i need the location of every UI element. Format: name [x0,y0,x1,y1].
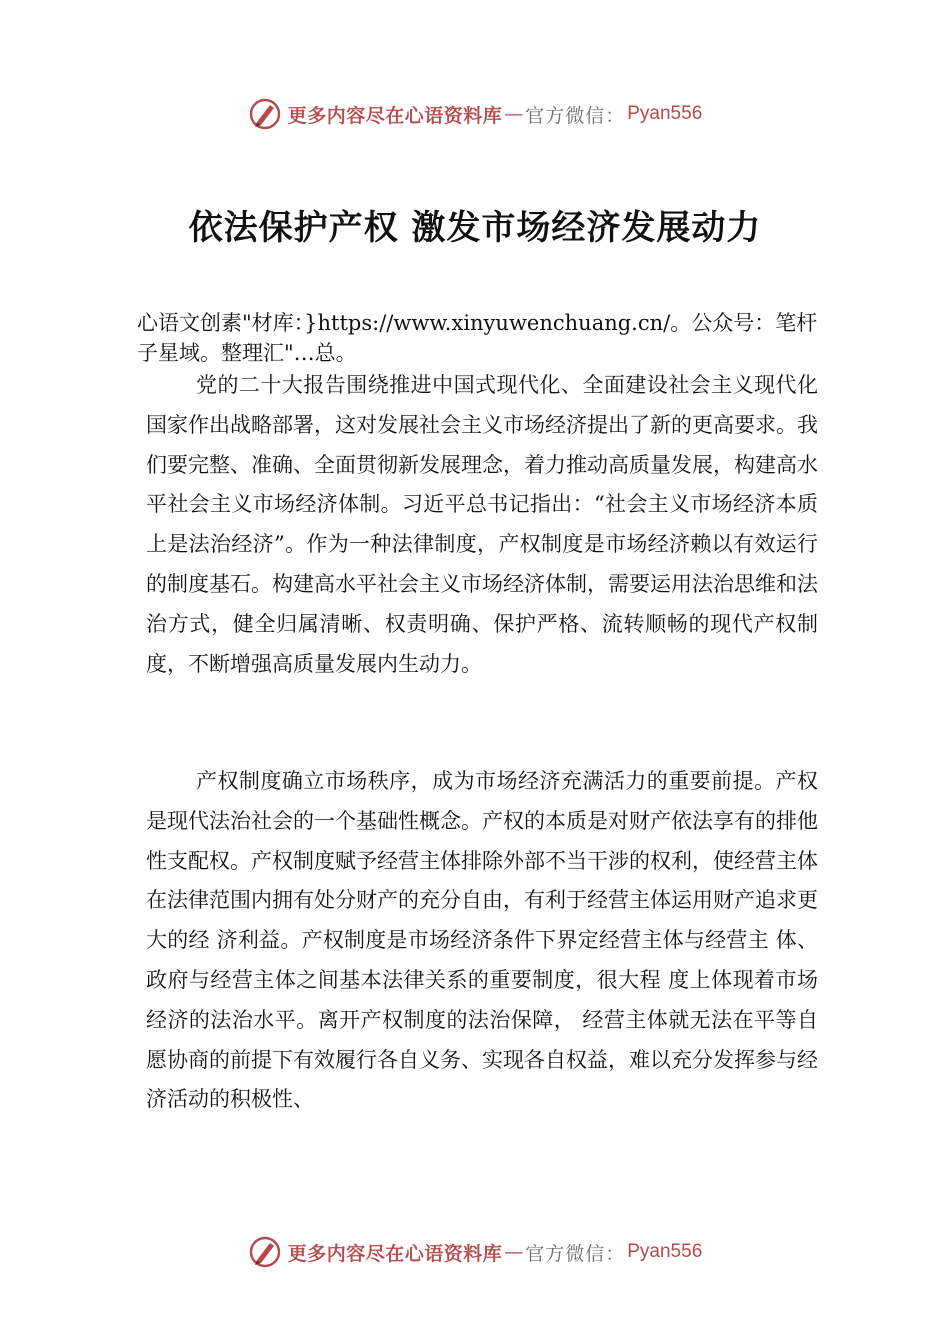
banner-brand: 更多内容尽在心语资料库 [287,104,503,127]
banner-brand: 更多内容尽在心语资料库 [287,1242,503,1265]
banner-separator: — [504,1241,524,1263]
banner-wechat-id: Pyan556 [627,1241,703,1262]
pen-logo-icon [248,97,282,131]
banner-label: 官方微信： [525,104,626,127]
paragraph: 产权制度确立市场秩序，成为市场经济充满活力的重要前提。产权是现代法治社会的一个基础性概念。产权的本质是对财产依法享有的排他性支配权。产权制度赋予经营主体排除外部不当干涉的权利，使经营主体在法律范围内拥有处分财产的充分自由，有利于经营主体运用财产追求更大的经 济利益。产权制度是市场经济条件下界定经营主体与经营主 体、政府与经营主体之间基本法律关系的重要制度，很大程 度上体现着市场经济的法治水平。离开产权制度的法治保障， 经营主体就无法在平等自愿协商的前提下有效履行各自义务、实现各自权益，难以充分发挥参与经济活动的积极性、 [146,769,818,1112]
footer-banner [0,1232,950,1272]
banner-separator: — [504,103,524,125]
document-title: 依法保护产权 激发市场经济发展动力 [188,208,762,248]
banner-label: 官方微信： [525,1242,626,1265]
banner-wechat-id: Pyan556 [627,103,703,124]
paragraph: 党的二十大报告围绕推进中国式现代化、全面建设社会主义现代化国家作出战略部署，这对发展社会主义市场经济提出了新的更高要求。我们要完整、准确、全面贯彻新发展理念，着力推动高质量发展，构建高水平社会主义市场经济体制。习近平总书记指出：“社会主义市场经济本质上是法治经济”。作为一种法律制度，产权制度是市场经济赖以有效运行的制度基石。构建高水平社会主义市场经济体制，需要运用法治思维和法治方式，健全归属清晰、权责明确、保护严格、流转顺畅的现代产权制度，不断增强高质量发展内生动力。 [146,373,818,676]
source-line: 心语文创素"材库：}https://www.xinyuwenchuang.cn/。公众号：笔杆子星域。整理汇"…总。 [137,311,818,365]
header-banner [0,94,950,134]
pen-logo-icon [248,1235,282,1269]
